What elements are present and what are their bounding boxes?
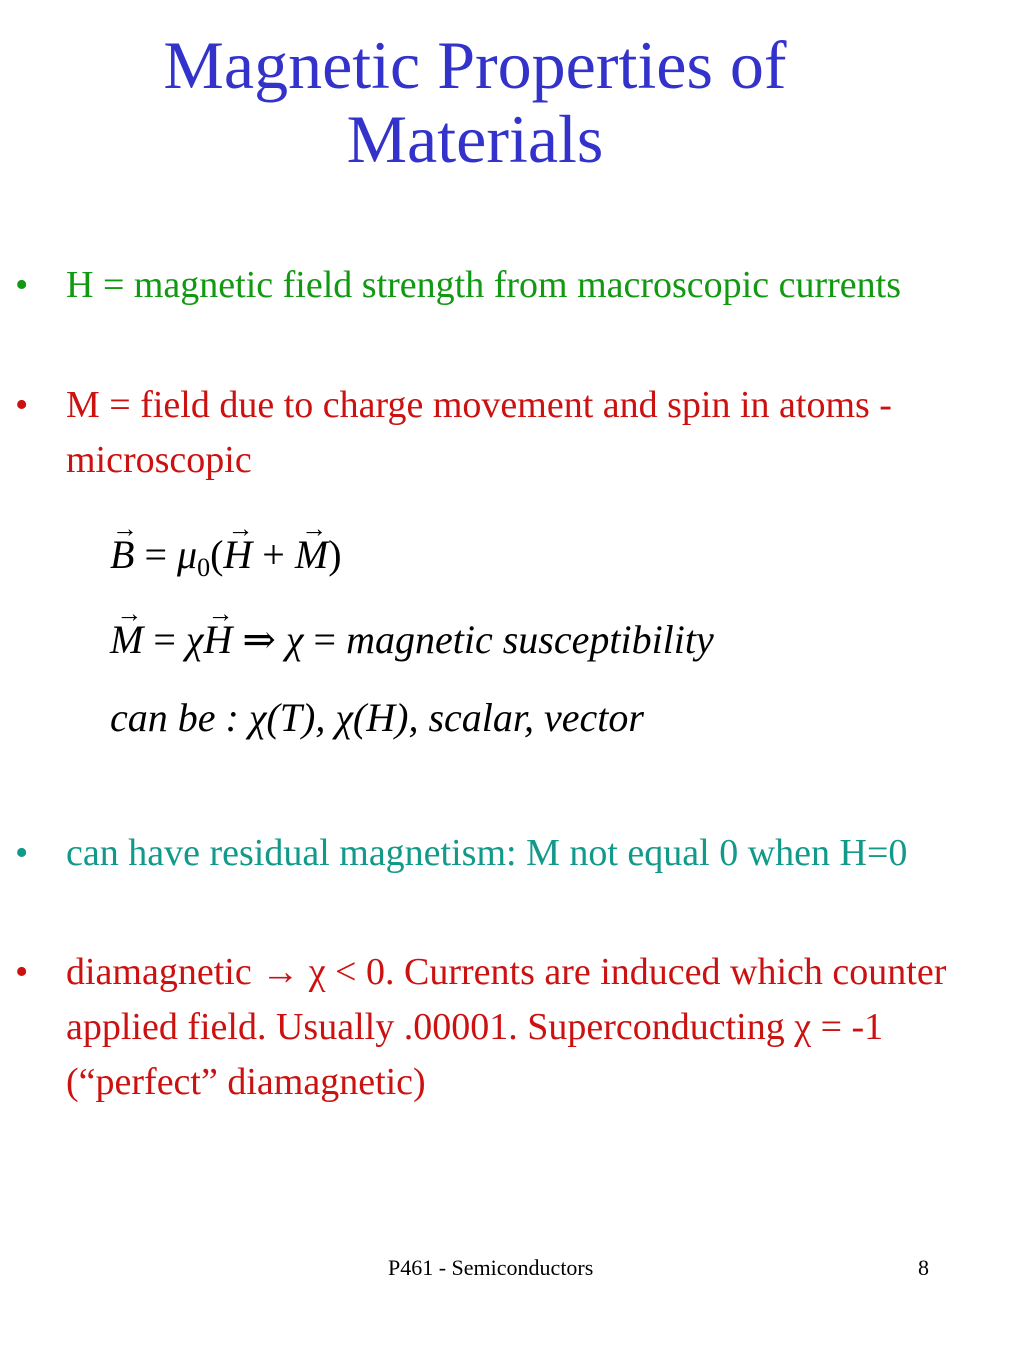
equation-dependencies (110, 693, 644, 743)
equation-b-field (110, 530, 342, 593)
equation-susceptibility (110, 615, 714, 665)
bullet-residual-magnetism (15, 826, 1005, 881)
bullet-text: H = magnetic field strength from macroscopic currents (66, 264, 901, 306)
dependencies-text: can be : χ(T), χ(H), scalar, vector (110, 695, 644, 740)
plus-sign: + (252, 532, 295, 577)
vector-b: → B (110, 530, 134, 580)
vector-h: → H (223, 530, 252, 580)
vector-m: → M (295, 530, 328, 580)
bullet-text: diamagnetic → χ < 0. Currents are induced which counter applied field. Usually .00001. Superconducting χ = -1 (“perfect” diamagnetic) (66, 951, 947, 1103)
equals-sign: = (303, 617, 347, 662)
bullet-diamagnetic (15, 945, 1005, 1110)
bullet-dot: • (15, 951, 29, 993)
chi-symbol: χ (285, 617, 304, 662)
bullet-m-definition (15, 378, 1005, 488)
vector-m: → M (110, 615, 143, 665)
bullet-text: can have residual magnetism: M not equal 0 when H=0 (66, 832, 908, 874)
bullet-dot: • (15, 264, 29, 306)
mu-symbol: μ (177, 532, 198, 577)
slide-title: Magnetic Properties of Materials (163, 27, 787, 177)
bullet-text: M = field due to charge movement and spin in atoms - microscopic (66, 384, 892, 481)
vector-h: → H (204, 615, 233, 665)
mu-subscript: 0 (197, 553, 211, 582)
bullet-dot: • (15, 832, 29, 874)
equals-sign: = (143, 617, 186, 662)
close-paren: ) (328, 532, 342, 577)
footer-course: P461 - Semiconductors (388, 1255, 594, 1280)
footer-page-number: 8 (918, 1255, 929, 1280)
chi-symbol: χ (185, 617, 204, 662)
bullet-dot: • (15, 384, 29, 426)
bullet-h-definition (15, 258, 1005, 313)
open-paren: ( (210, 532, 224, 577)
susceptibility-text: magnetic susceptibility (346, 617, 714, 662)
equals-sign: = (134, 532, 177, 577)
implies-arrow: ⇒ (232, 617, 286, 662)
